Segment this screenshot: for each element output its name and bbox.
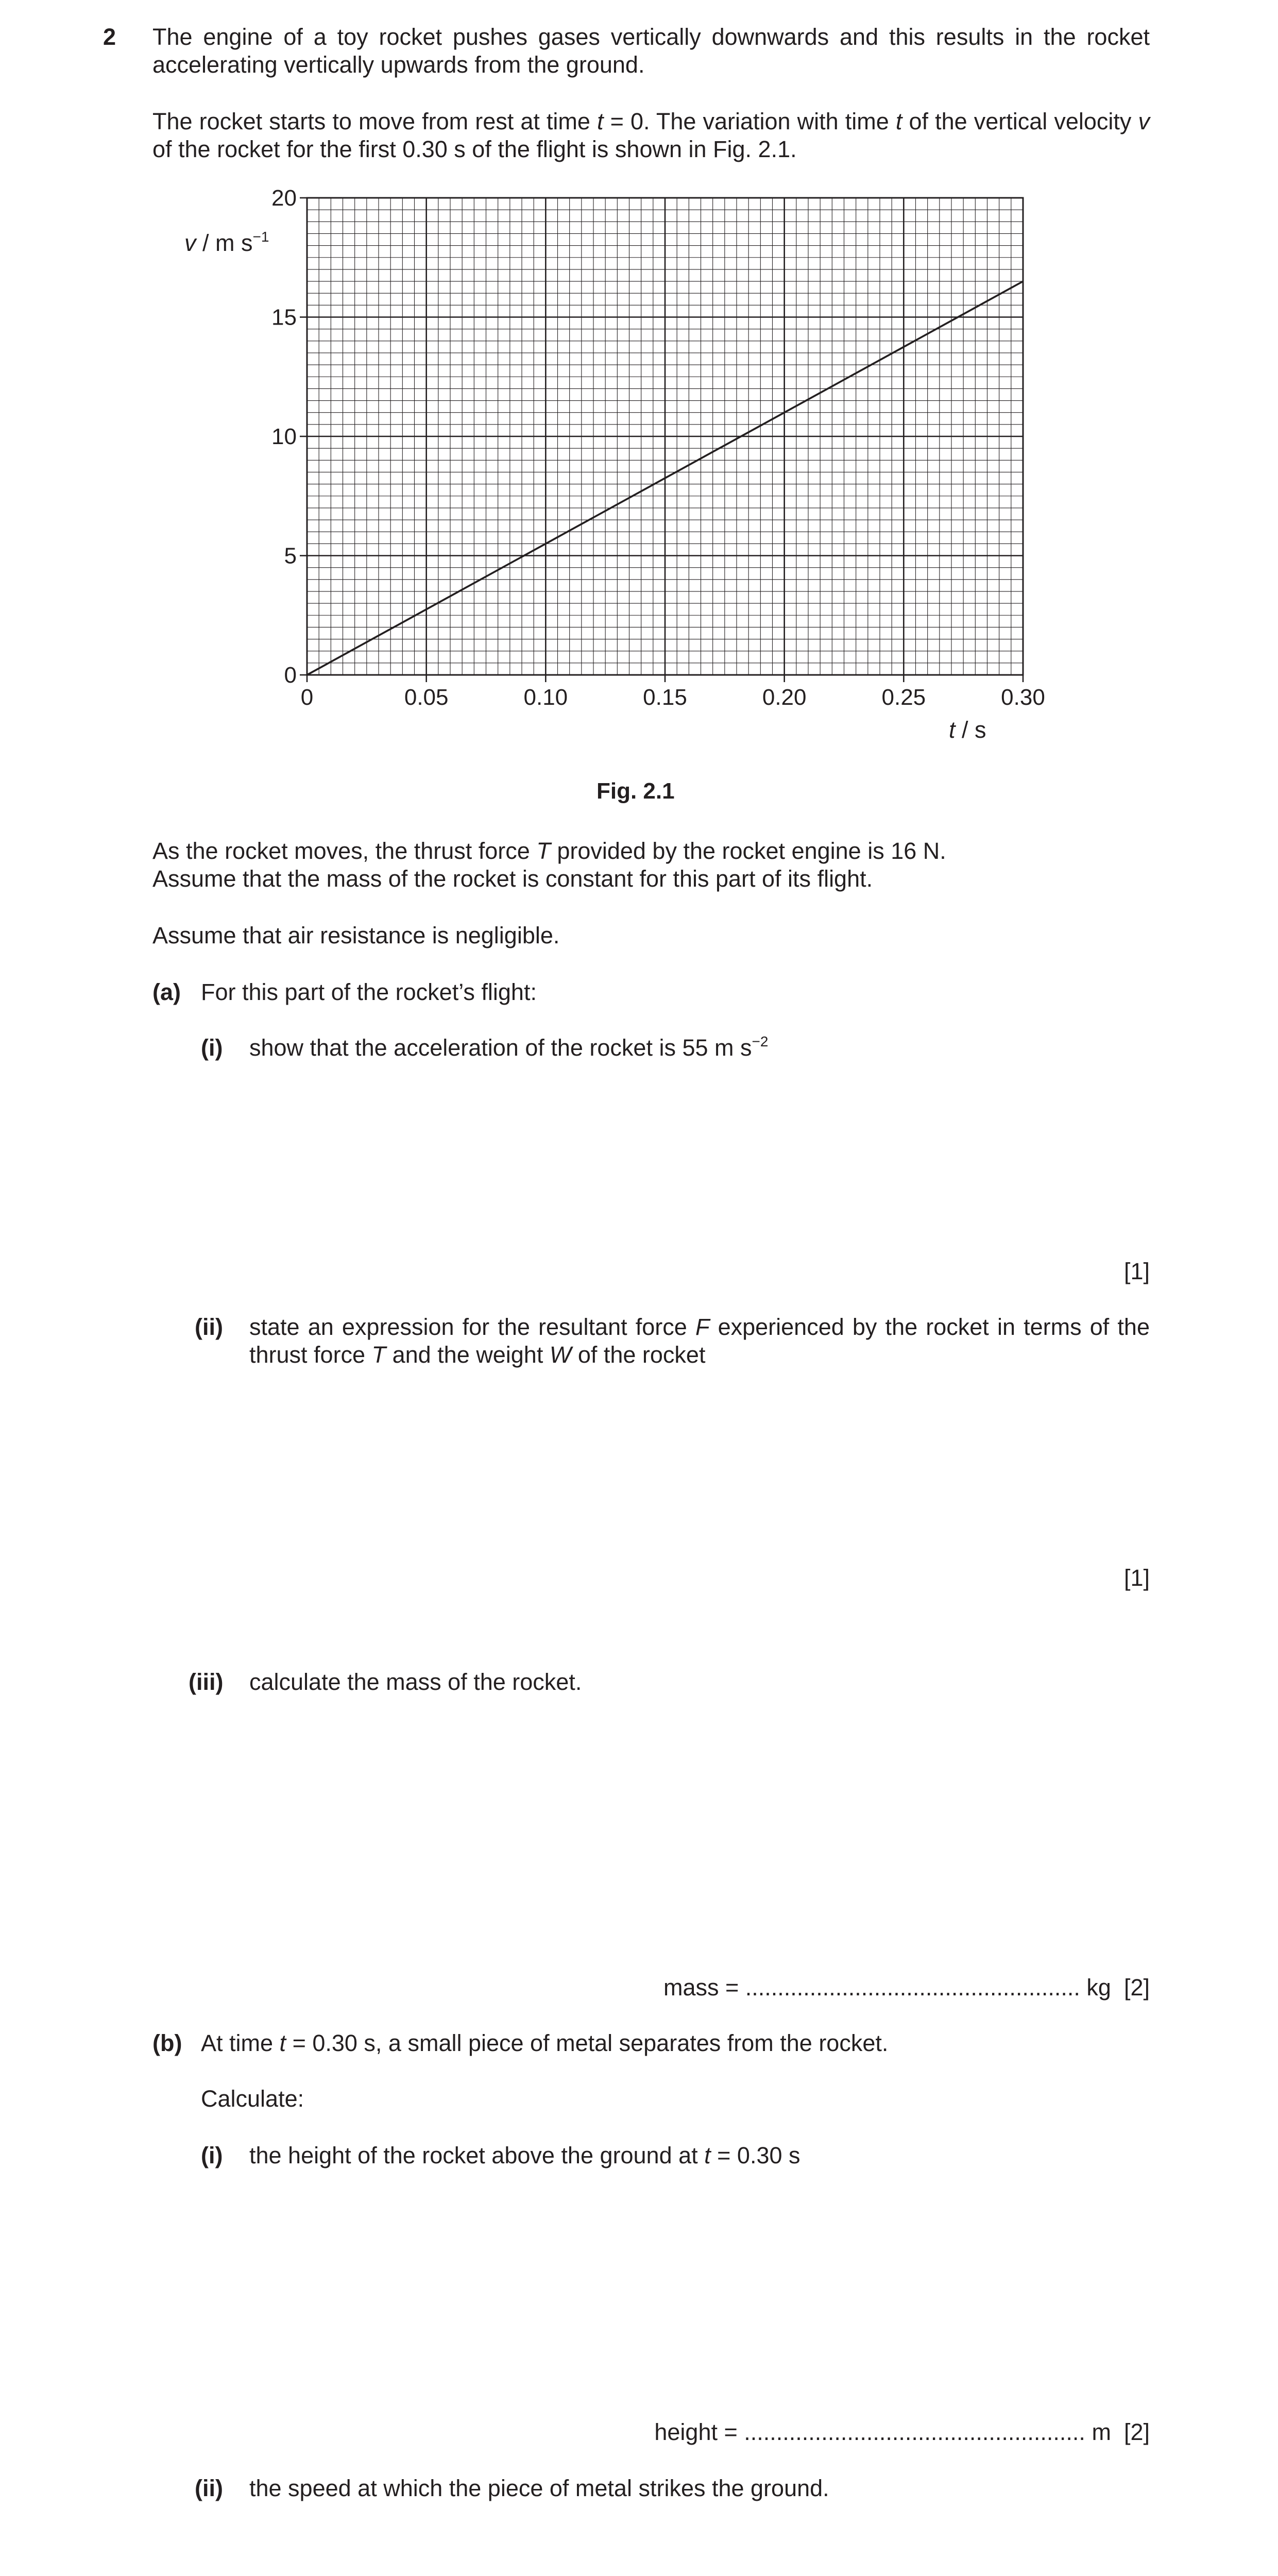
mass-unit: kg — [1086, 1974, 1111, 2001]
part-b-i-text: the height of the rocket above the ground at t = 0.30 s — [249, 2142, 800, 2168]
height-answer-dots: ..................................................... — [744, 2419, 1085, 2445]
y-axis-label: v / m $s^{-1}$ — [184, 229, 269, 256]
part-b-ii-label: (ii) — [195, 2475, 223, 2501]
part-b-calculate: Calculate: — [201, 2086, 304, 2112]
x-tick-label: 0.10 — [523, 685, 568, 710]
y-tick-label: 20 — [271, 185, 297, 211]
axis-ticks — [300, 198, 1023, 682]
mass-answer-label: mass = — [663, 1974, 745, 2001]
part-b-ii-text: the speed at which the piece of metal strikes the ground. — [249, 2475, 829, 2501]
mass-answer-dots: .................................................... — [745, 1974, 1080, 2001]
y-tick-label: 5 — [284, 543, 297, 569]
thrust-statement: As the rocket moves, the thrust force T provided by the rocket engine is 16 N. — [152, 838, 946, 864]
x-tick-label: 0 — [300, 685, 314, 710]
y-tick-label: 15 — [271, 304, 297, 330]
figure-caption: Fig. 2.1 — [597, 778, 675, 804]
part-a-iii-text: calculate the mass of the rocket. — [249, 1669, 582, 1695]
height-unit: m — [1092, 2419, 1111, 2445]
part-a-ii-label: (ii) — [195, 1314, 223, 1340]
y-tick-label: 10 — [271, 424, 297, 449]
question-number: 2 — [103, 24, 116, 50]
mass-answer-line — [663, 1973, 1150, 2002]
mass-assumption: Assume that the mass of the rocket is constant for this part of its flight. — [152, 866, 873, 892]
x-tick-label: 0.30 — [1001, 685, 1045, 710]
part-b-i-marks: [2] — [1123, 2419, 1150, 2445]
part-a-i-text: show that the acceleration of the rocket is 55 m $s^{-2}$ — [249, 1033, 769, 1061]
part-b-i-label: (i) — [201, 2142, 223, 2168]
part-a-ii-marks: [1] — [1123, 1565, 1150, 1591]
part-a-iii-marks: [2] — [1123, 1974, 1150, 2001]
part-a-label: (a) — [152, 979, 181, 1005]
part-b-label: (b) — [152, 2030, 182, 2056]
part-a-i-marks: [1] — [1123, 1258, 1150, 1284]
x-tick-label: 0.20 — [762, 685, 807, 710]
part-a-ii-line-2: thrust force T and the weight W of the rocket — [249, 1342, 706, 1368]
intro-line-1: The engine of a toy rocket pushes gases vertically downwards and this results in the rocket — [152, 24, 1150, 50]
x-axis-label: t / s — [949, 717, 986, 743]
part-b-stem: At time t = 0.30 s, a small piece of metal separates from the rocket. — [201, 2030, 889, 2056]
x-tick-label: 0.15 — [643, 685, 687, 710]
part-a-iii-label: (iii) — [189, 1669, 224, 1695]
x-tick-label: 0.05 — [404, 685, 449, 710]
height-answer-line — [654, 2418, 1150, 2446]
x-tick-label: 0.25 — [881, 685, 926, 710]
air-resistance-assumption: Assume that air resistance is negligible. — [152, 922, 560, 948]
setup-line-2: of the rocket for the first 0.30 s of the flight is shown in Fig. 2.1. — [152, 136, 797, 162]
setup-line-1: The rocket starts to move from rest at time t = 0. The variation with time t of the vertical velocity v — [152, 108, 1150, 134]
y-tick-label: 0 — [284, 663, 297, 688]
part-a-ii-line-1: state an expression for the resultant force F experienced by the rocket in terms of the — [249, 1314, 1150, 1340]
intro-line-2: accelerating vertically upwards from the ground. — [152, 52, 645, 78]
part-a-i-label: (i) — [201, 1035, 223, 1061]
velocity-time-graph — [170, 185, 1087, 768]
part-a-stem: For this part of the rocket’s flight: — [201, 979, 537, 1005]
height-answer-label: height = — [654, 2419, 744, 2445]
